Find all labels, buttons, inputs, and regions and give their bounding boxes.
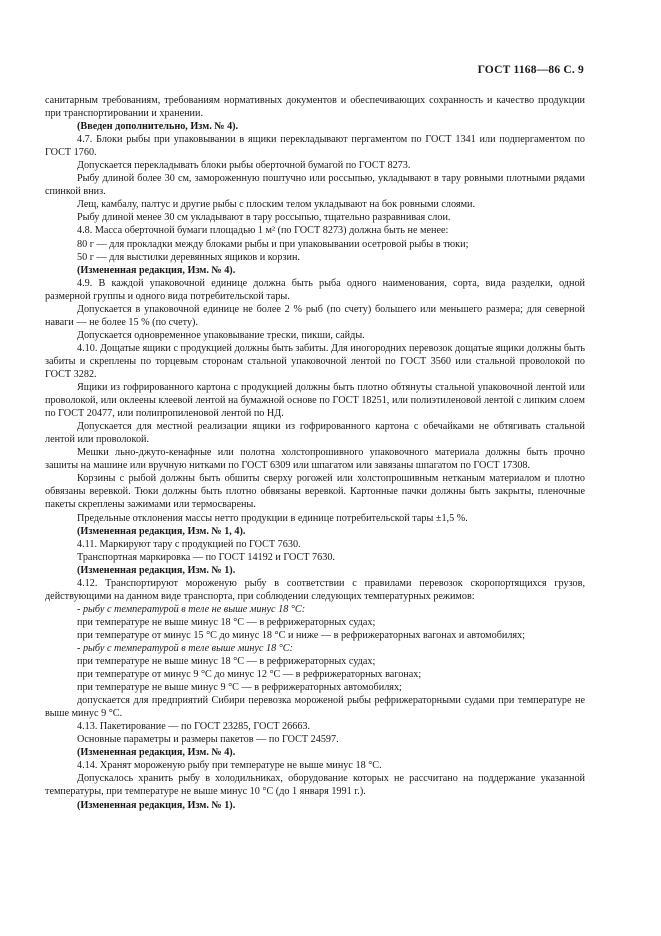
clause-4-11: 4.11. Маркируют тару с продукцией по ГОСТ 7630. bbox=[77, 538, 301, 550]
clause-4-8: 4.8. Масса оберточной бумаги площадью 1 м² (по ГОСТ 8273) должна быть не менее: bbox=[77, 225, 449, 237]
paragraph: Транспортная маркировка — по ГОСТ 14192 и ГОСТ 7630. bbox=[77, 551, 335, 563]
amendment-note: (Измененная редакция, Изм. № 4). bbox=[77, 264, 236, 276]
paragraph: Допускается для местной реализации ящики из гофрированного картона с обечайками не обтягивать стальной лентой или проволокой. bbox=[45, 421, 585, 446]
paragraph: санитарным требованиям, требованиям нормативных документов и обеспечивающих сохранность и качество продукции при транспортировании и хранении. bbox=[45, 95, 585, 120]
paragraph: Допускается в упаковочной единице не более 2 % рыб (по счету) большего или меньшего размера; для северной наваги — не более 15 % (по счету). bbox=[45, 303, 585, 328]
clause-4-12: 4.12. Транспортируют мороженую рыбу в соответствии с правилами перевозок скоропортящихся грузов, действующими на данном виде транспорта, при соблюдении следующих температурных режимов: bbox=[45, 577, 585, 602]
clause-4-14: 4.14. Хранят мороженую рыбу при температуре не выше минус 18 °С. bbox=[77, 760, 382, 772]
amendment-note: (Измененная редакция, Изм. № 1). bbox=[77, 564, 236, 576]
clause-4-13: 4.13. Пакетирование — по ГОСТ 23285, ГОСТ 26663. bbox=[77, 721, 311, 733]
paragraph: при температуре от минус 9 °С до минус 12 °С — в рефрижераторных вагонах; bbox=[77, 669, 422, 681]
paragraph: 50 г — для выстилки деревянных ящиков и корзин. bbox=[77, 251, 300, 263]
paragraph: Допускалось хранить рыбу в холодильниках, оборудование которых не рассчитано на поддержание указанной температуры, при температуре не выше минус 10 °С (до 1 января 1991 г.). bbox=[45, 773, 585, 798]
paragraph: при температуре не выше минус 18 °С — в рефрижераторных судах; bbox=[77, 656, 376, 668]
amendment-note: (Измененная редакция, Изм. № 1). bbox=[77, 799, 236, 811]
paragraph: Рыбу длиной более 30 см, замороженную поштучно или россыпью, укладывают в тару ровными плотными рядами спинкой вниз. bbox=[45, 173, 585, 198]
paragraph: при температуре не выше минус 18 °С — в рефрижераторных судах; bbox=[77, 616, 376, 628]
paragraph: Мешки льно-джуто-кенафные или полотна холстопрошивного упаковочного материала должны быть прочно зашиты на машине или вручную нитками по ГОСТ 6309 или шпагатом или завязаны шпагатом по ГОСТ 17308. bbox=[45, 447, 585, 472]
paragraph: Допускается перекладывать блоки рыбы оберточной бумагой по ГОСТ 8273. bbox=[77, 160, 411, 172]
paragraph: Ящики из гофрированного картона с продукцией должны быть плотно обтянуты стальной упаковочной лентой или проволокой, или оклеены клеевой лентой на бумажной основе по ГОСТ 18251, или полиэтиленовой лентой с липким слоем по ГОСТ 20477, или полипропиленовой лентой по НД. bbox=[45, 382, 585, 420]
italic-subheading: - рыбу с температурой в теле не выше минус 18 °С: bbox=[77, 603, 306, 615]
paragraph: 80 г — для прокладки между блоками рыбы и при упаковывании осетровой рыбы в тюки; bbox=[77, 238, 469, 250]
clause-4-10: 4.10. Дощатые ящики с продукцией должны быть забиты. Для иногородних перевозок дощатые ящики должны быть забиты и скреплены по торцевым сторонам стальной упаковочной лентой по ГОСТ 3560 или стальной проволокой по ГОСТ 3282. bbox=[45, 342, 585, 380]
amendment-note: (Измененная редакция, Изм. № 4). bbox=[77, 747, 236, 759]
paragraph: при температуре от минус 15 °С до минус 18 °С и ниже — в рефрижераторных вагонах и автомобилях; bbox=[77, 629, 526, 641]
paragraph: Корзины с рыбой должны быть обшиты сверху рогожей или холстопрошивным нетканым материалом и плотно обвязаны веревкой. Тюки должны быть плотно обвязаны веревкой. Картонные пачки должны быть закрыты, пленочные пакеты скреплены зажимами или термосварены. bbox=[45, 473, 585, 511]
clause-4-7: 4.7. Блоки рыбы при упаковывании в ящики перекладывают пергаментом по ГОСТ 1341 или подпергаментом по ГОСТ 1760. bbox=[45, 134, 585, 159]
document-body bbox=[45, 94, 585, 812]
amendment-note: (Измененная редакция, Изм. № 1, 4). bbox=[77, 525, 246, 537]
paragraph: Предельные отклонения массы нетто продукции в единице потребительской тары ±1,5 %. bbox=[77, 512, 468, 524]
paragraph: Рыбу длиной менее 30 см укладывают в тару россыпью, тщательно разравнивая слои. bbox=[77, 212, 451, 224]
page-header: ГОСТ 1168—86 С. 9 bbox=[477, 64, 584, 76]
paragraph: Допускается одновременное упаковывание трески, пикши, сайды. bbox=[77, 329, 365, 341]
amendment-note: (Введен дополнительно, Изм. № 4). bbox=[77, 121, 239, 133]
italic-subheading: - рыбу с температурой в теле выше минус 18 °С: bbox=[77, 642, 293, 654]
paragraph: Основные параметры и размеры пакетов — по ГОСТ 24597. bbox=[77, 734, 339, 746]
paragraph: при температуре не выше минус 9 °С — в рефрижераторных автомобилях; bbox=[77, 682, 402, 694]
clause-4-9: 4.9. В каждой упаковочной единице должна быть рыба одного наименования, сорта, вида разделки, одной размерной группы и одного вида потребительской тары. bbox=[45, 277, 585, 302]
paragraph: Лещ, камбалу, палтус и другие рыбы с плоским телом укладывают на бок ровными слоями. bbox=[77, 199, 476, 211]
paragraph: допускается для предприятий Сибири перевозка мороженой рыбы рефрижераторными судами при температуре не выше минус 9 °С. bbox=[45, 695, 585, 720]
